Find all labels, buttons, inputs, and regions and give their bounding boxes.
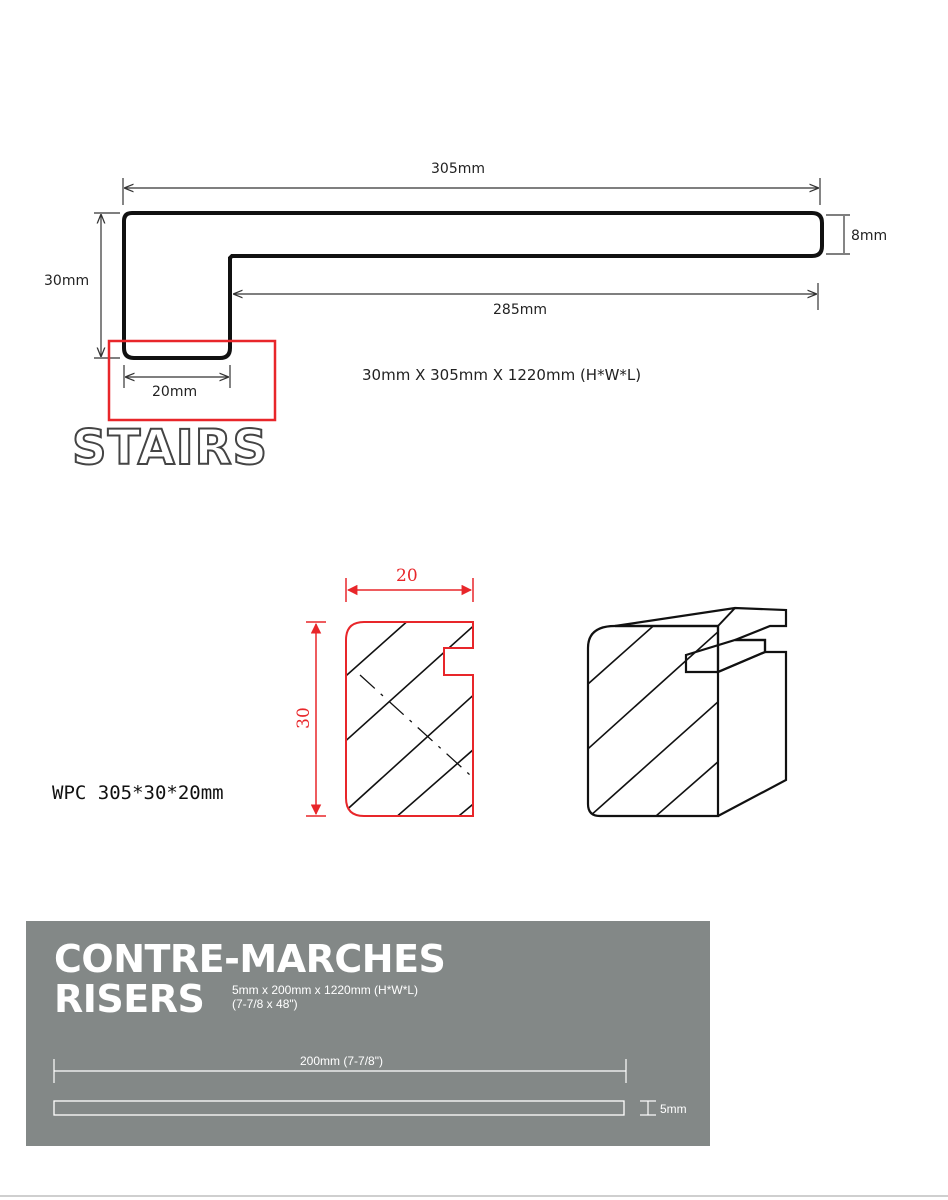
wpc-dim-height: 30	[293, 707, 314, 729]
stairs-spec: 30mm X 305mm X 1220mm (H*W*L)	[362, 366, 642, 384]
risers-spec-line1: 5mm x 200mm x 1220mm (H*W*L)	[232, 983, 419, 997]
risers-title-line2: RISERS	[54, 977, 205, 1021]
nose-highlight-box	[109, 341, 275, 420]
dim-lip-label: 8mm	[851, 228, 888, 244]
dim-height-label: 30mm	[44, 273, 90, 289]
risers-board-drawing	[26, 921, 710, 1146]
wpc-label: WPC 305*30*20mm	[52, 782, 224, 804]
stairs-title: STAIRS	[72, 420, 269, 476]
dim-nose-label: 20mm	[152, 384, 198, 400]
page-divider	[0, 1195, 948, 1197]
wpc-cross-section-drawing	[0, 540, 948, 880]
wpc-3d-outline	[588, 626, 718, 816]
wpc-dim-width: 20	[396, 566, 418, 586]
dim-tread-label: 285mm	[493, 302, 547, 318]
risers-dim-thickness: 5mm	[660, 1102, 687, 1116]
risers-spec-line2: (7-7/8 x 48")	[232, 997, 298, 1011]
risers-board	[54, 1101, 624, 1115]
risers-dim-width: 200mm (7-7/8")	[300, 1054, 383, 1068]
dim-width-label: 305mm	[431, 161, 485, 177]
stair-profile-outline	[124, 213, 822, 358]
wpc-section-outline	[346, 622, 473, 816]
risers-panel	[26, 921, 710, 1146]
risers-title-line1: CONTRE-MARCHES	[54, 937, 446, 981]
